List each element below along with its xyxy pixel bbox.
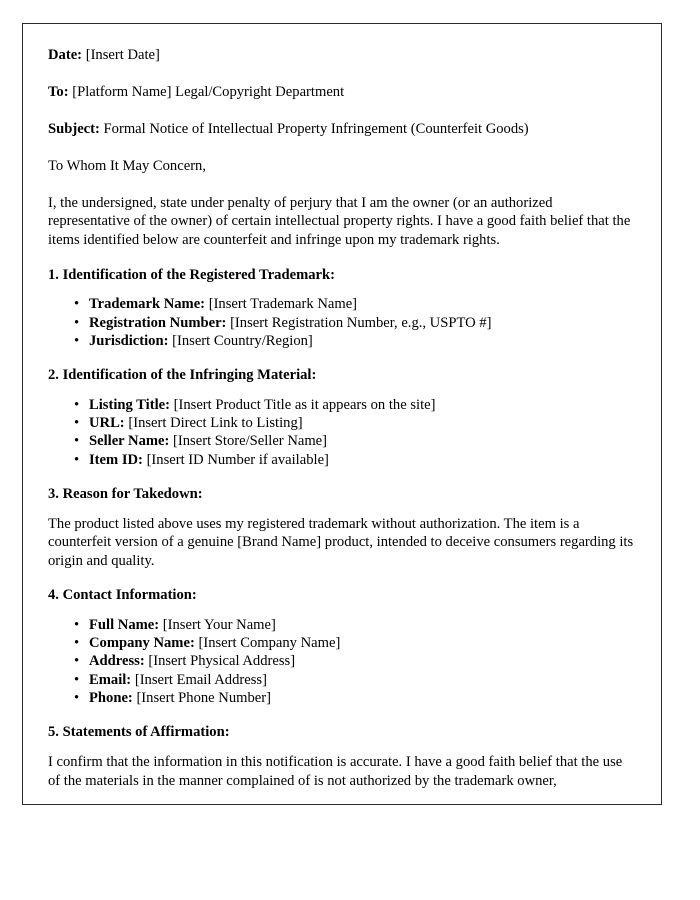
- subject-label: Subject:: [48, 121, 100, 138]
- subject-line: [48, 120, 637, 139]
- list-item-label: Registration Number:: [89, 314, 227, 331]
- list-item-label: Jurisdiction:: [89, 332, 169, 349]
- salutation: To Whom It May Concern,: [48, 158, 206, 175]
- section-3-heading: 3. Reason for Takedown:: [48, 485, 203, 502]
- list-item-value: [Insert Direct Link to Listing]: [128, 415, 303, 432]
- recipient-value: [Platform Name] Legal/Copyright Department: [72, 84, 345, 101]
- list-item-label: Address:: [89, 653, 145, 670]
- list-item-value: [Insert Phone Number]: [136, 690, 271, 707]
- list-item: [48, 689, 637, 707]
- list-item: [48, 414, 637, 432]
- intro-paragraph: I, the undersigned, state under penalty of perjury that I am the owner (or an authorized representative of the owner) of certain intellectual property rights. I have a good faith belief that the items identified below are counterfeit and infringe upon my trademark rights.: [48, 194, 631, 249]
- section-4-heading: 4. Contact Information:: [48, 587, 197, 604]
- section-3-paragraph: The product listed above uses my registered trademark without authorization. The item is a counterfeit version of a genuine [Brand Name] product, intended to deceive consumers regarding its origin and quality.: [48, 515, 634, 569]
- list-item: [48, 432, 637, 450]
- subject-value: Formal Notice of Intellectual Property Infringement (Counterfeit Goods): [103, 121, 529, 138]
- section-5-heading: 5. Statements of Affirmation:: [48, 724, 230, 741]
- list-item: [48, 314, 637, 332]
- list-item: [48, 295, 637, 313]
- date-line: [48, 46, 637, 65]
- list-item-label: Listing Title:: [89, 396, 170, 413]
- list-item: [48, 634, 637, 652]
- section-2-list: [48, 396, 637, 469]
- document-body: [23, 24, 661, 790]
- list-item-value: [Insert Physical Address]: [148, 653, 296, 670]
- section-1-heading: 1. Identification of the Registered Trademark:: [48, 266, 335, 283]
- list-item: [48, 451, 637, 469]
- recipient-label: To:: [48, 84, 69, 101]
- list-item-label: Company Name:: [89, 635, 195, 652]
- list-item-label: Item ID:: [89, 451, 143, 468]
- list-item-label: URL:: [89, 415, 125, 432]
- document-page: [22, 23, 662, 805]
- section-2-heading: 2. Identification of the Infringing Material:: [48, 367, 317, 384]
- section-4-list: [48, 616, 637, 707]
- list-item-value: [Insert Company Name]: [198, 635, 341, 652]
- list-item-label: Full Name:: [89, 616, 160, 633]
- list-item-label: Phone:: [89, 690, 133, 707]
- list-item-value: [Insert Your Name]: [162, 616, 276, 633]
- list-item-value: [Insert Product Title as it appears on the site]: [173, 396, 436, 413]
- list-item-value: [Insert Registration Number, e.g., USPTO #]: [230, 314, 492, 331]
- list-item-label: Seller Name:: [89, 433, 170, 450]
- list-item-value: [Insert Trademark Name]: [208, 296, 358, 313]
- list-item: [48, 671, 637, 689]
- list-item: [48, 616, 637, 634]
- list-item-value: [Insert ID Number if available]: [146, 451, 329, 468]
- list-item-label: Trademark Name:: [89, 296, 206, 313]
- section-1-list: [48, 295, 637, 350]
- date-value: [Insert Date]: [85, 47, 160, 63]
- date-label: Date:: [48, 47, 83, 63]
- list-item: [48, 652, 637, 670]
- list-item-value: [Insert Store/Seller Name]: [173, 433, 328, 450]
- list-item: [48, 332, 637, 350]
- recipient-line: [48, 83, 637, 102]
- list-item-value: [Insert Country/Region]: [172, 332, 313, 349]
- list-item: [48, 396, 637, 414]
- list-item-label: Email:: [89, 671, 132, 688]
- list-item-value: [Insert Email Address]: [134, 671, 267, 688]
- section-5-paragraph: I confirm that the information in this notification is accurate. I have a good faith belief that the use of the materials in the manner complained of is not authorized by the trademark owner,: [48, 753, 623, 789]
